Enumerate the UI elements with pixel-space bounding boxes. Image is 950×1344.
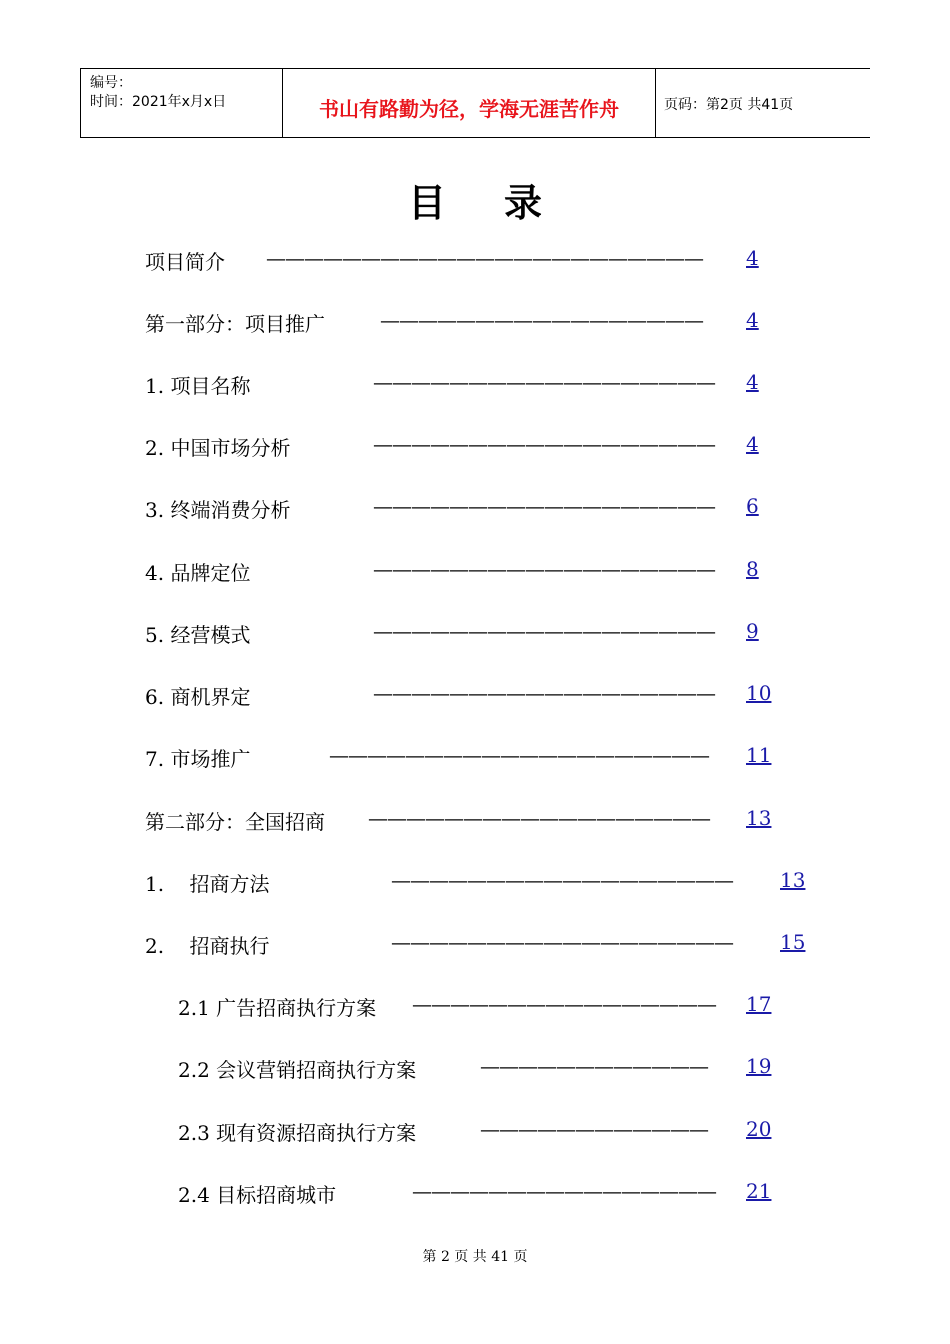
toc-row[interactable] xyxy=(0,992,950,1022)
header-table xyxy=(80,68,870,138)
toc-leader: ——————————————————————— xyxy=(266,246,703,270)
toc-page-link[interactable]: 17 xyxy=(746,992,772,1016)
toc-row[interactable] xyxy=(0,246,950,276)
toc-page-link[interactable]: 20 xyxy=(746,1117,772,1141)
toc-leader: ———————————— xyxy=(480,1054,708,1078)
toc-leader: —————————————————— xyxy=(373,432,715,456)
toc-entry-label: 第一部分：项目推广 xyxy=(145,312,325,336)
toc-row[interactable] xyxy=(0,308,950,338)
toc-leader: ———————————————————— xyxy=(329,743,709,767)
toc-page-link[interactable]: 4 xyxy=(746,370,759,394)
toc-page-link[interactable]: 4 xyxy=(746,432,759,456)
toc-leader: —————————————————— xyxy=(391,930,733,954)
toc-entry-label: 2.1 广告招商执行方案 xyxy=(178,996,377,1020)
toc-entry-label: 2.3 现有资源招商执行方案 xyxy=(178,1121,417,1145)
header-page-label: 页码：第2页 共41页 xyxy=(664,97,794,113)
toc-entry-label: 5. 经营模式 xyxy=(145,623,251,647)
toc-page-link[interactable]: 13 xyxy=(780,868,806,892)
toc-page-link[interactable]: 8 xyxy=(746,557,759,581)
toc-leader: ————————————————— xyxy=(380,308,703,332)
toc-row[interactable] xyxy=(0,370,950,400)
toc-entry-label: 6. 商机界定 xyxy=(145,685,251,709)
toc-entry-label: 4. 品牌定位 xyxy=(145,561,251,585)
toc-leader: —————————————————— xyxy=(373,557,715,581)
toc-page-link[interactable]: 10 xyxy=(746,681,772,705)
toc-entry-label: 项目简介 xyxy=(145,250,225,274)
toc-entry-label: 2.4 目标招商城市 xyxy=(178,1183,337,1207)
toc-page-link[interactable]: 15 xyxy=(780,930,806,954)
document-number-label: 编号： xyxy=(90,75,132,91)
toc-entry-label: 3. 终端消费分析 xyxy=(145,498,291,522)
toc-entry-label: 2.2 会议营销招商执行方案 xyxy=(178,1058,417,1082)
toc-leader: —————————————————— xyxy=(373,370,715,394)
toc-row[interactable] xyxy=(0,1117,950,1147)
toc-page-link[interactable]: 21 xyxy=(746,1179,772,1203)
header-left-cell xyxy=(80,69,283,137)
toc-leader: —————————————————— xyxy=(373,494,715,518)
toc-entry-label: 2. 中国市场分析 xyxy=(145,436,291,460)
toc-leader: ———————————— xyxy=(480,1117,708,1141)
toc-entry-label: 7. 市场推广 xyxy=(145,747,251,771)
toc-row[interactable] xyxy=(0,743,950,773)
toc-row[interactable] xyxy=(0,619,950,649)
toc-row[interactable] xyxy=(0,868,950,898)
header-right-cell xyxy=(655,69,870,137)
toc-entry-label: 1. 招商方法 xyxy=(145,872,270,896)
document-time-label: 时间：2021年x月x日 xyxy=(90,94,227,110)
toc-row[interactable] xyxy=(0,930,950,960)
toc-row[interactable] xyxy=(0,1054,950,1084)
toc-page-link[interactable]: 19 xyxy=(746,1054,772,1078)
toc-leader: ———————————————— xyxy=(412,1179,716,1203)
toc-entry-label: 2. 招商执行 xyxy=(145,934,270,958)
header-motto: 书山有路勤为径，学海无涯苦作舟 xyxy=(319,97,619,121)
toc-page-link[interactable]: 11 xyxy=(746,743,772,767)
toc-row[interactable] xyxy=(0,557,950,587)
page-title: 目录 xyxy=(407,181,600,225)
page-footer: 第 2 页 共 41 页 xyxy=(422,1249,528,1265)
toc-entry-label: 1. 项目名称 xyxy=(145,374,251,398)
header-center-cell xyxy=(282,69,656,137)
toc-leader: —————————————————— xyxy=(373,681,715,705)
toc-leader: —————————————————— xyxy=(368,806,710,830)
toc-row[interactable] xyxy=(0,494,950,524)
toc-page-link[interactable]: 6 xyxy=(746,494,759,518)
toc-row[interactable] xyxy=(0,1179,950,1209)
toc-leader: ———————————————— xyxy=(412,992,716,1016)
toc-entry-label: 第二部分：全国招商 xyxy=(145,810,325,834)
toc-page-link[interactable]: 4 xyxy=(746,308,759,332)
toc-row[interactable] xyxy=(0,681,950,711)
toc-row[interactable] xyxy=(0,432,950,462)
toc-page-link[interactable]: 9 xyxy=(746,619,759,643)
toc-leader: —————————————————— xyxy=(391,868,733,892)
toc-row[interactable] xyxy=(0,806,950,836)
toc-page-link[interactable]: 13 xyxy=(746,806,772,830)
toc-page-link[interactable]: 4 xyxy=(746,246,759,270)
toc-leader: —————————————————— xyxy=(373,619,715,643)
